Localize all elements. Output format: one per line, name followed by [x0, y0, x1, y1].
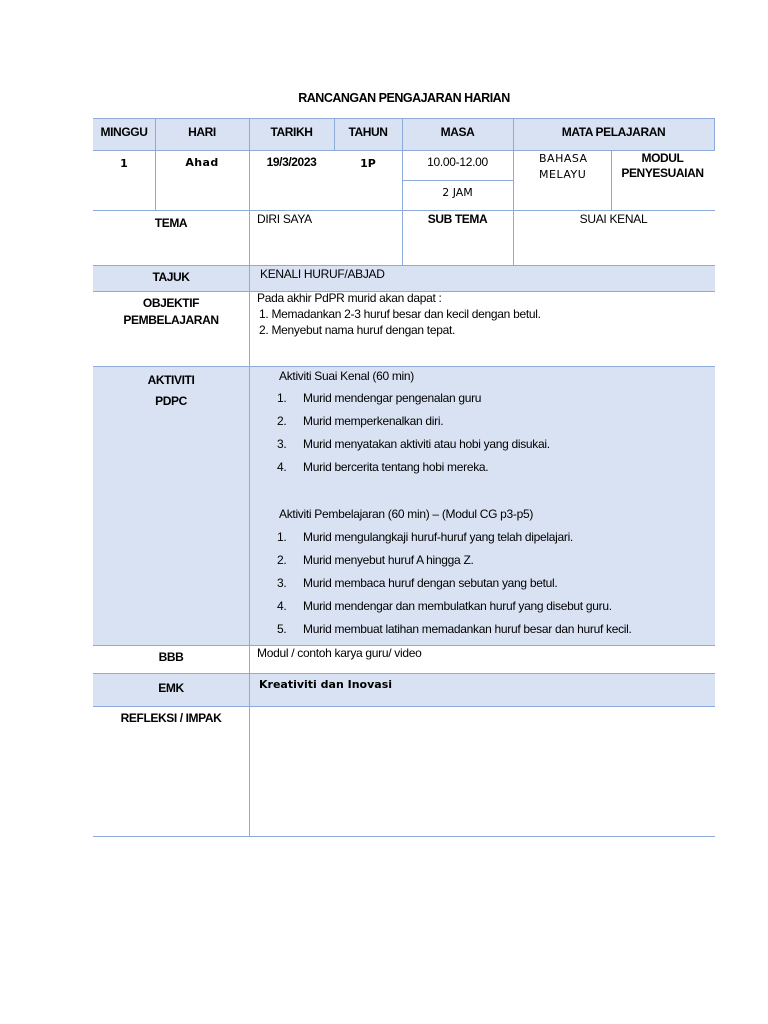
tajuk-label: TAJUK [152, 270, 190, 284]
item-number: 3. [277, 437, 287, 451]
table-divider [93, 706, 715, 707]
aktiviti-section1-list [277, 391, 550, 483]
table-divider [93, 265, 715, 266]
list-item [277, 414, 550, 437]
aktiviti-label-line2: PDPC [155, 394, 187, 408]
item-text: Murid memperkenalkan diri. [303, 414, 444, 428]
list-item [277, 599, 632, 622]
header-mata-pelajaran: MATA PELAJARAN [561, 125, 666, 139]
list-item [277, 553, 632, 576]
header-minggu: MINGGU [100, 125, 148, 139]
refleksi-label: REFLEKSI / IMPAK [120, 711, 222, 725]
aktiviti-label-line1: AKTIVITI [147, 373, 195, 387]
hari-value: Ahad [185, 156, 219, 169]
subjek-line2: MELAYU [539, 168, 587, 181]
item-number: 1. [277, 391, 287, 405]
tema-label: TEMA [154, 216, 188, 230]
item-text: Murid membuat latihan memadankan huruf besar dan huruf kecil. [303, 622, 632, 636]
column-divider [249, 118, 250, 837]
item-text: Murid mendengar dan membulatkan huruf yang disebut guru. [303, 599, 612, 613]
tema-value: DIRI SAYA [257, 212, 312, 226]
aktiviti-section2-heading: Aktiviti Pembelajaran (60 min) – (Modul CG p3-p5) [279, 507, 534, 521]
objektif-intro: Pada akhir PdPR murid akan dapat : [257, 291, 442, 305]
tahun-value: 1P [360, 157, 376, 170]
aktiviti-section1-heading: Aktiviti Suai Kenal (60 min) [279, 369, 414, 383]
page-title: RANCANGAN PENGAJARAN HARIAN [298, 91, 510, 105]
item-text: Murid bercerita tentang hobi mereka. [303, 460, 489, 474]
table-divider [93, 210, 715, 211]
table-divider [93, 366, 715, 367]
list-item [277, 576, 632, 599]
table-divider [93, 673, 715, 674]
item-text: Murid mendengar pengenalan guru [303, 391, 482, 405]
item-number: 3. [277, 576, 287, 590]
item-text: Murid membaca huruf dengan sebutan yang betul. [303, 576, 558, 590]
objektif-item: 1. Memadankan 2-3 huruf besar dan kecil dengan betul. [259, 307, 541, 321]
item-number: 5. [277, 622, 287, 636]
masa-value: 10.00-12.00 [427, 155, 488, 169]
item-number: 1. [277, 530, 287, 544]
item-number: 2. [277, 414, 287, 428]
list-item [277, 391, 550, 414]
column-divider [513, 118, 514, 266]
aktiviti-section2-list [277, 530, 632, 645]
list-item [277, 460, 550, 483]
durasi-value: 2 JAM [442, 186, 473, 199]
header-masa: MASA [440, 125, 475, 139]
tarikh-value: 19/3/2023 [266, 155, 317, 169]
item-text: Murid menyatakan aktiviti atau hobi yang disukai. [303, 437, 550, 451]
objektif-item: 2. Menyebut nama huruf dengan tepat. [259, 323, 456, 337]
tajuk-value: KENALI HURUF/ABJAD [260, 267, 385, 281]
header-hari: HARI [188, 125, 216, 139]
item-number: 2. [277, 553, 287, 567]
subjek-line1: BAHASA [539, 152, 588, 165]
modul-line2: PENYESUAIAN [621, 166, 704, 180]
bbb-value: Modul / contoh karya guru/ video [257, 646, 422, 660]
header-tarikh: TARIKH [270, 125, 313, 139]
bbb-label: BBB [158, 650, 184, 664]
column-divider [714, 118, 715, 151]
emk-label: EMK [158, 681, 184, 695]
objektif-label-line2: PEMBELAJARAN [123, 313, 219, 327]
table-divider [402, 180, 514, 181]
item-number: 4. [277, 460, 287, 474]
item-number: 4. [277, 599, 287, 613]
item-text: Murid mengulangkaji huruf-huruf yang telah dipelajari. [303, 530, 573, 544]
modul-line1: MODUL [641, 151, 684, 165]
list-item [277, 530, 632, 553]
item-text: Murid menyebut huruf A hingga Z. [303, 553, 474, 567]
emk-value: Kreativiti dan Inovasi [259, 678, 393, 691]
sub-tema-label: SUB TEMA [427, 212, 488, 226]
list-item [277, 622, 632, 645]
table-divider [93, 836, 715, 837]
table-divider [93, 118, 715, 119]
minggu-value: 1 [120, 157, 128, 170]
list-item [277, 437, 550, 460]
objektif-label-line1: OBJEKTIF [142, 296, 200, 310]
sub-tema-value: SUAI KENAL [579, 212, 648, 226]
header-tahun: TAHUN [348, 125, 388, 139]
